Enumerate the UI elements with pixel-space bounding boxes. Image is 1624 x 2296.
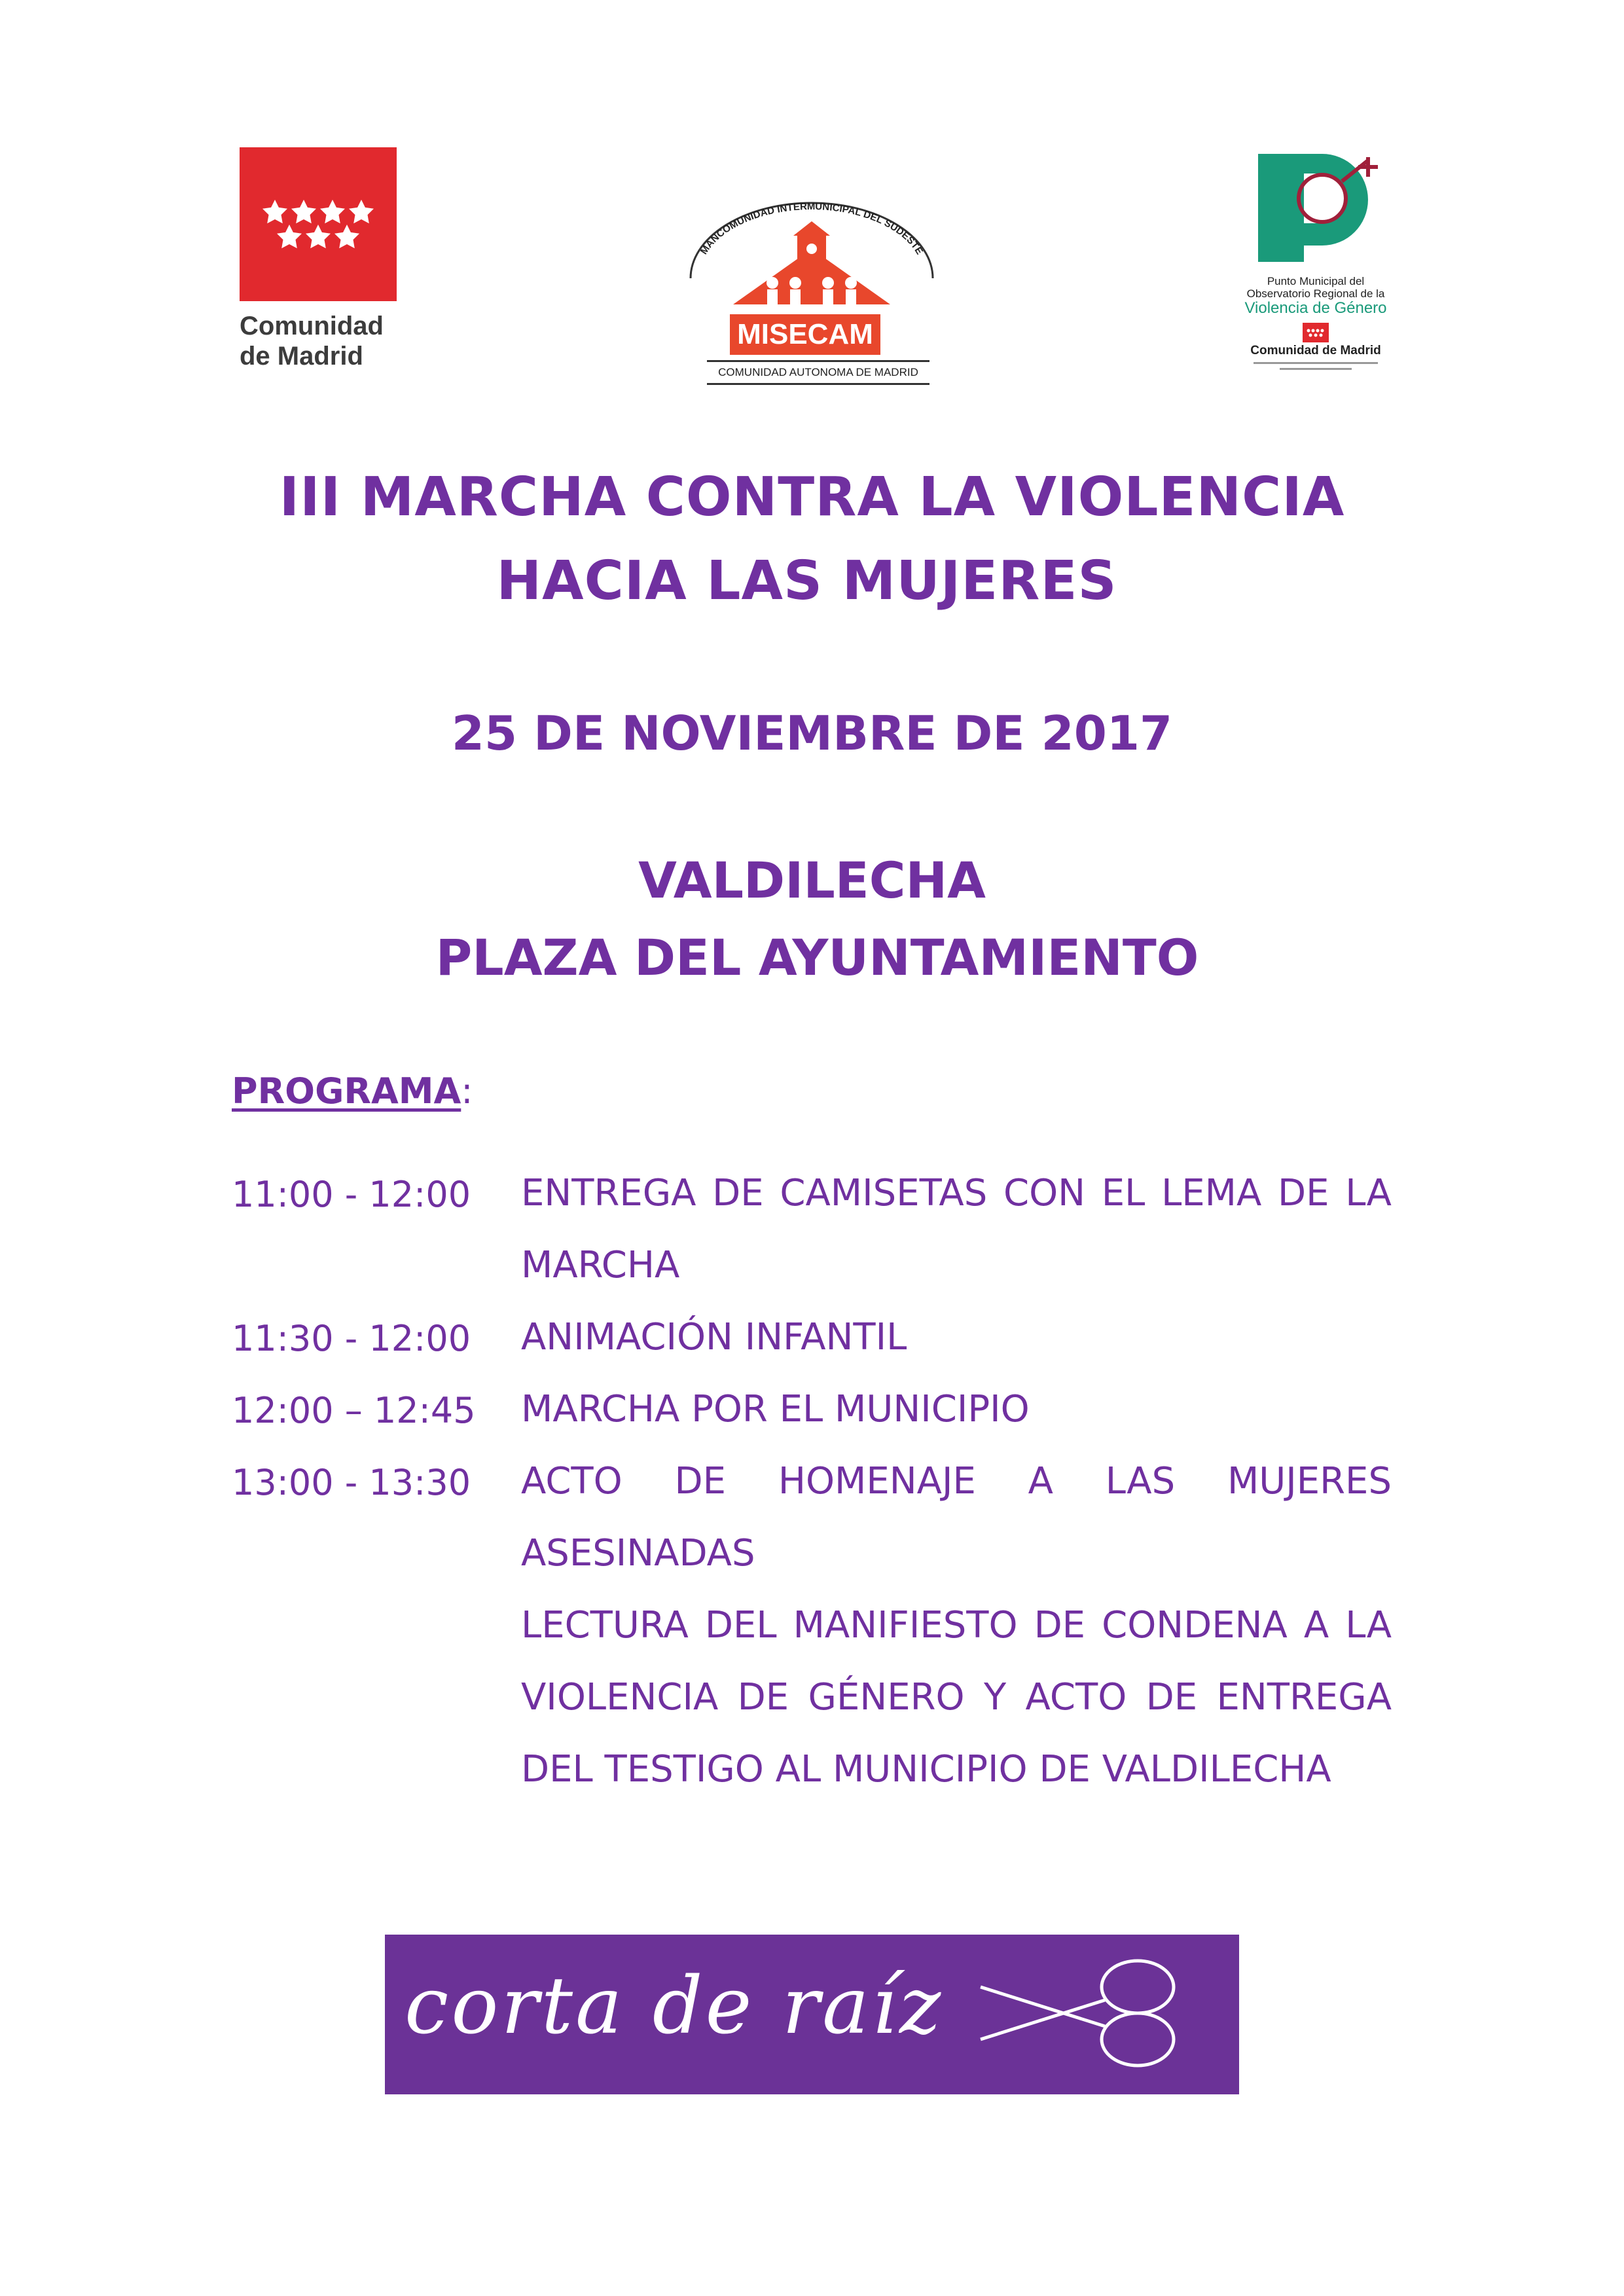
corta-de-raiz-banner <box>385 1935 1239 2094</box>
pm-fine-print-rule-2 <box>1280 368 1352 370</box>
cm-line-1: Comunidad <box>240 312 384 340</box>
pm-violencia-genero: Violencia de Género <box>1244 299 1387 317</box>
misecam-arc-text: MANCOMUNIDAD INTERMUNICIPAL DEL SUDESTE <box>698 200 926 257</box>
madrid-flag <box>240 147 397 301</box>
misecam-name: MISECAM <box>730 314 880 355</box>
schedule-time: 11:00 - 12:00 <box>232 1174 471 1215</box>
misecam-emblem-icon <box>674 196 949 321</box>
schedule-extra-description: LECTURA DEL MANIFIESTO DE CONDENA A LA VIOLENCIA DE GÉNERO Y ACTO DE ENTREGA DEL TESTIGO AL MUNICIPIO DE VALDILECHA <box>521 1604 1392 1791</box>
pm-line-1: Punto Municipal del <box>1267 275 1365 287</box>
program-heading <box>232 1070 473 1112</box>
schedule-description: ENTREGA DE CAMISETAS CON EL LEMA DE LA MARCHA <box>521 1172 1392 1286</box>
misecam-subtitle: COMUNIDAD AUTONOMA DE MADRID <box>707 360 929 385</box>
schedule-description: MARCHA POR EL MUNICIPIO <box>521 1388 1030 1430</box>
schedule-time: 13:00 - 13:30 <box>232 1462 471 1503</box>
event-date: 25 DE NOVIEMBRE DE 2017 <box>451 706 1173 761</box>
schedule-time: 11:30 - 12:00 <box>232 1318 471 1359</box>
punto-municipal-logo <box>1224 147 1407 383</box>
mini-madrid-flag-icon <box>1303 323 1329 342</box>
program-colon: : <box>461 1070 473 1112</box>
pm-comunidad-madrid: Comunidad de Madrid <box>1250 344 1381 357</box>
comunidad-madrid-wordmark <box>240 311 423 371</box>
scissors-icon <box>974 1948 1210 2079</box>
pm-fine-print-rule <box>1254 362 1378 364</box>
schedule-time: 12:00 – 12:45 <box>232 1390 476 1431</box>
schedule-description: ANIMACIÓN INFANTIL <box>521 1316 907 1358</box>
event-title-line-2: HACIA LAS MUJERES <box>496 550 1117 612</box>
schedule-description: ACTO DE HOMENAJE A LAS MUJERES ASESINADAS <box>521 1460 1392 1575</box>
comunidad-madrid-logo <box>240 147 397 380</box>
event-town: VALDILECHA <box>638 851 986 909</box>
event-title-line-1: III MARCHA CONTRA LA VIOLENCIA <box>279 466 1345 528</box>
misecam-logo <box>674 196 949 393</box>
pm-line-2: Observatorio Regional de la <box>1246 287 1385 300</box>
program-label: PROGRAMA <box>232 1070 461 1112</box>
cm-line-2: de Madrid <box>240 342 363 371</box>
event-venue: PLAZA DEL AYUNTAMIENTO <box>435 928 1199 987</box>
stars-icon <box>240 147 397 301</box>
p-plus-emblem-icon <box>1224 147 1407 278</box>
banner-slogan: corta de raíz <box>405 1961 944 2052</box>
